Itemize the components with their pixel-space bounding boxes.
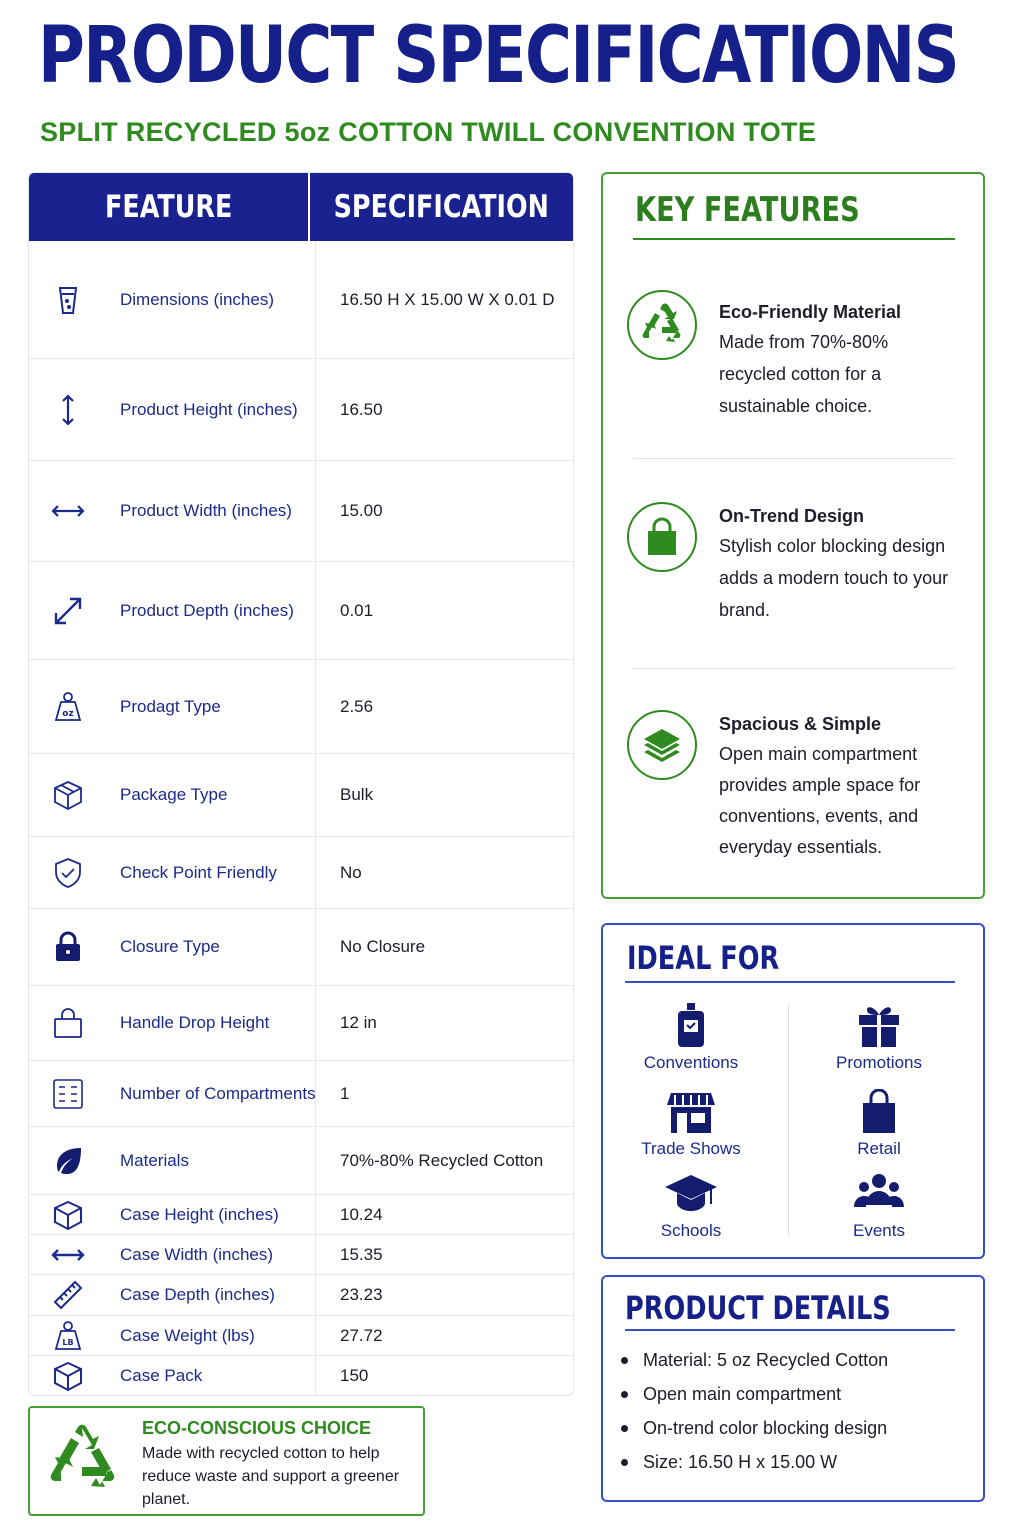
diagonal-arrow-icon bbox=[51, 594, 85, 628]
product-details-panel bbox=[601, 1275, 985, 1502]
table-row bbox=[29, 1275, 573, 1316]
bag-icon bbox=[51, 1006, 85, 1040]
feature-label: Case Pack bbox=[120, 1366, 203, 1385]
spec-value: 70%-80% Recycled Cotton bbox=[340, 1150, 544, 1170]
leaf-icon bbox=[51, 1144, 85, 1178]
page-title: PRODUCT SPECIFICATIONS bbox=[38, 11, 959, 101]
recycle-icon bbox=[46, 1422, 118, 1494]
use-case-item: Promotions bbox=[794, 1003, 964, 1073]
spec-value: Bulk bbox=[340, 785, 374, 804]
key-feature-text: Stylish color blocking design adds a modern touch to your brand. bbox=[719, 536, 949, 620]
feature-label: Product Height (inches) bbox=[120, 399, 298, 419]
weight-lb-icon bbox=[51, 1319, 85, 1353]
spec-value: No Closure bbox=[340, 937, 426, 956]
spec-value: 27.72 bbox=[340, 1325, 383, 1345]
gift-icon bbox=[853, 1003, 905, 1049]
list-item: Material: 5 oz Recycled Cotton bbox=[621, 1343, 888, 1377]
feature-label: Dimensions (inches) bbox=[120, 289, 274, 309]
eco-title: ECO-CONSCIOUS CHOICE bbox=[142, 1418, 372, 1438]
spec-value: 23.23 bbox=[340, 1285, 383, 1304]
use-case-item: Conventions bbox=[606, 1003, 776, 1073]
tote-bag-icon bbox=[627, 502, 697, 572]
spec-value: 16.50 bbox=[340, 399, 383, 419]
table-row bbox=[29, 754, 573, 837]
list-item: Size: 16.50 H x 15.00 W bbox=[621, 1445, 888, 1479]
feature-label: Product Width (inches) bbox=[120, 501, 292, 520]
shield-check-icon bbox=[51, 856, 85, 890]
table-row bbox=[29, 461, 573, 562]
key-features-panel bbox=[601, 172, 985, 899]
spec-table-header bbox=[29, 173, 573, 241]
recycle-icon bbox=[627, 290, 697, 360]
key-feature-text: Made from 70%-80% recycled cotton for a sustainable choice. bbox=[719, 332, 889, 416]
feature-label: Number of Compartments bbox=[120, 1083, 316, 1103]
cup-icon bbox=[51, 283, 85, 317]
box-icon bbox=[51, 1198, 85, 1232]
product-details-title: PRODUCT DETAILS bbox=[625, 1289, 891, 1327]
table-row bbox=[29, 1195, 573, 1235]
feature-label: Case Height (inches) bbox=[120, 1204, 279, 1224]
list-item: Open main compartment bbox=[621, 1377, 888, 1411]
weight-oz-icon bbox=[51, 690, 85, 724]
vertical-arrow-icon bbox=[51, 393, 85, 427]
spec-value: 15.00 bbox=[340, 501, 383, 520]
page-subtitle: SPLIT RECYCLED 5oz COTTON TWILL CONVENTION TOTE bbox=[40, 117, 817, 147]
table-row bbox=[29, 1235, 573, 1275]
table-row bbox=[29, 909, 573, 986]
key-feature-title: Eco-Friendly Material bbox=[719, 302, 902, 322]
store-icon bbox=[665, 1089, 717, 1135]
compartments-icon bbox=[51, 1077, 85, 1111]
spec-value: 16.50 H X 15.00 W X 0.01 D bbox=[340, 289, 555, 309]
eco-text: Made with recycled cotton to help reduce waste and support a greener planet. bbox=[142, 1445, 400, 1508]
horizontal-arrow-icon bbox=[51, 1238, 85, 1272]
table-row bbox=[29, 660, 573, 754]
people-icon bbox=[853, 1171, 905, 1217]
feature-label: Prodagt Type bbox=[120, 696, 221, 716]
product-details-list bbox=[621, 1343, 888, 1479]
table-row bbox=[29, 241, 573, 359]
spec-value: 12 in bbox=[340, 1013, 377, 1032]
use-case-item: Trade Shows bbox=[606, 1089, 776, 1159]
spec-table bbox=[28, 172, 574, 1396]
spec-value: 1 bbox=[340, 1083, 350, 1103]
table-row bbox=[29, 1127, 573, 1195]
feature-label: Case Weight (lbs) bbox=[120, 1325, 255, 1345]
key-feature-text: Open main compartment provides ample space for conventions, events, and everyday essentials. bbox=[719, 744, 921, 857]
table-row bbox=[29, 562, 573, 660]
spec-value: 0.01 bbox=[340, 600, 374, 620]
layers-icon bbox=[627, 710, 697, 780]
graduation-cap-icon bbox=[665, 1171, 717, 1217]
svg-text:LB: LB bbox=[62, 1337, 74, 1347]
spec-value: 150 bbox=[340, 1366, 369, 1385]
box-icon bbox=[51, 778, 85, 812]
feature-label: Product Depth (inches) bbox=[120, 600, 294, 620]
box-icon bbox=[51, 1359, 85, 1393]
spec-value: 2.56 bbox=[340, 696, 374, 716]
feature-label: Materials bbox=[120, 1150, 189, 1170]
shopping-bag-icon bbox=[853, 1089, 905, 1135]
feature-label: Case Depth (inches) bbox=[120, 1285, 275, 1304]
spec-value: 10.24 bbox=[340, 1204, 383, 1224]
table-row bbox=[29, 359, 573, 461]
key-features-title: KEY FEATURES bbox=[635, 190, 860, 230]
specification-column-header: SPECIFICATION bbox=[334, 189, 550, 225]
use-case-item: Events bbox=[794, 1171, 964, 1241]
key-feature-title: On-Trend Design bbox=[719, 506, 865, 526]
use-case-item: Schools bbox=[606, 1171, 776, 1241]
table-row bbox=[29, 986, 573, 1061]
feature-label: Case Width (inches) bbox=[120, 1244, 274, 1264]
table-row bbox=[29, 1061, 573, 1127]
ideal-for-title: IDEAL FOR bbox=[627, 939, 780, 977]
ruler-icon bbox=[51, 1278, 85, 1312]
ideal-for-panel bbox=[601, 923, 985, 1259]
feature-label: Closure Type bbox=[120, 937, 220, 956]
feature-label: Package Type bbox=[120, 785, 228, 804]
use-case-item: Retail bbox=[794, 1089, 964, 1159]
key-feature-title: Spacious & Simple bbox=[719, 714, 882, 734]
table-row bbox=[29, 1356, 573, 1396]
feature-column-header: FEATURE bbox=[29, 173, 310, 241]
horizontal-arrow-icon bbox=[51, 494, 85, 528]
list-item: On-trend color blocking design bbox=[621, 1411, 888, 1445]
table-row bbox=[29, 1316, 573, 1356]
svg-text:oz: oz bbox=[62, 708, 74, 719]
table-row bbox=[29, 837, 573, 909]
badge-icon bbox=[665, 1003, 717, 1049]
eco-conscious-box bbox=[28, 1406, 425, 1516]
feature-label: Handle Drop Height bbox=[120, 1013, 270, 1032]
spec-value: 15.35 bbox=[340, 1244, 383, 1264]
lock-icon bbox=[51, 930, 85, 964]
spec-value: No bbox=[340, 862, 362, 882]
feature-label: Check Point Friendly bbox=[120, 862, 277, 882]
